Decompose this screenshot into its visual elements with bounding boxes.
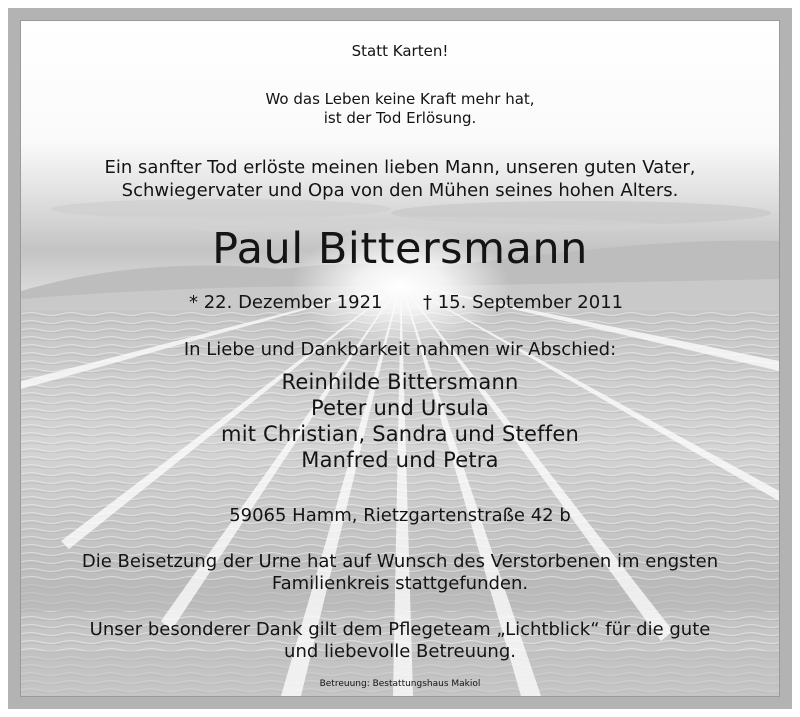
mourner-2: Peter und Ursula	[310, 396, 490, 420]
obituary-card	[20, 20, 780, 697]
intro-line-2: Schwiegervater und Opa von den Mühen seines hohen Alters.	[121, 180, 679, 201]
birth-date: * 22. Dezember 1921	[189, 292, 383, 313]
intro-line-1: Ein sanfter Tod erlöste meinen lieben Mann, unseren guten Vater,	[104, 157, 696, 178]
farewell-line: In Liebe und Dankbarkeit nahmen wir Abschied:	[183, 339, 617, 360]
mourner-1: Reinhilde Bittersmann	[281, 370, 519, 394]
funeral-note-line-2: Familienkreis stattgefunden.	[271, 573, 529, 594]
thanks-line-1: Unser besonderer Dank gilt dem Pflegeteam „Lichtblick“ für die gute	[89, 619, 711, 640]
mourner-4: Manfred und Petra	[301, 448, 499, 472]
quote-line-1: Wo das Leben keine Kraft mehr hat,	[265, 90, 535, 108]
heading: Statt Karten!	[351, 42, 449, 60]
death-date: † 15. September 2011	[423, 292, 624, 313]
mourner-3: mit Christian, Sandra und Steffen	[221, 422, 579, 446]
funeral-note-line-1: Die Beisetzung der Urne hat auf Wunsch des Verstorbenen im engsten	[81, 551, 719, 572]
thanks-line-2: und liebevolle Betreuung.	[284, 641, 516, 662]
notice-frame	[8, 8, 792, 709]
deceased-name: Paul Bittersmann	[212, 224, 588, 274]
footer-credit: Betreuung: Bestattungshaus Makiol	[319, 679, 481, 689]
address: 59065 Hamm, Rietzgartenstraße 42 b	[229, 505, 571, 526]
quote-line-2: ist der Tod Erlösung.	[323, 109, 477, 127]
